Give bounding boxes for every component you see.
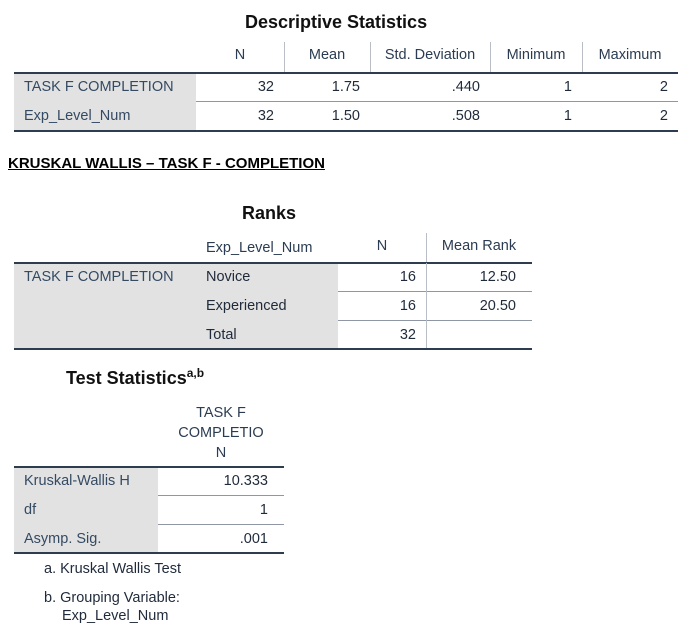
ranks-row-label: TASK F COMPLETION: [14, 263, 196, 349]
ranks-n: 16: [399, 298, 416, 314]
desc-header-min: Minimum: [506, 47, 566, 63]
test-stats-header-line: COMPLETIO: [178, 425, 264, 441]
footnote-b-line: Exp_Level_Num: [62, 608, 169, 624]
footnote-a: a. Kruskal Wallis Test: [44, 561, 181, 577]
test-stats-header-line: TASK F: [196, 405, 246, 421]
ranks-table: [196, 263, 532, 350]
ranks-header-n: N: [376, 238, 388, 254]
table-row: [14, 73, 678, 102]
stat-value: 10.333: [223, 473, 268, 489]
ranks-group: Experienced: [196, 292, 338, 321]
cell-sd: .508: [451, 108, 480, 124]
table-row: [14, 102, 678, 131]
stat-label: df: [14, 496, 158, 525]
test-stats-footnote-marker: a,b: [186, 366, 205, 380]
table-row: [196, 321, 532, 350]
ranks-header-group: Exp_Level_Num: [206, 240, 313, 256]
ranks-header-mean-rank: Mean Rank: [441, 238, 517, 254]
cell-n: 32: [257, 108, 274, 124]
stat-label: Asymp. Sig.: [14, 525, 158, 554]
ranks-n: 16: [399, 269, 416, 285]
ranks-group: Total: [196, 321, 338, 350]
row-label: TASK F COMPLETION: [14, 73, 196, 102]
cell-min: 1: [563, 79, 572, 95]
test-stats-header: [158, 403, 284, 463]
cell-mean: 1.75: [331, 79, 360, 95]
test-stats-header-line: N: [215, 445, 227, 461]
cell-mean: 1.50: [331, 108, 360, 124]
table-row: [196, 263, 532, 292]
desc-header-max: Maximum: [598, 47, 662, 63]
ranks-group: Novice: [196, 263, 338, 292]
descriptive-title: Descriptive Statistics: [245, 12, 428, 32]
stat-value: .001: [239, 531, 268, 547]
ranks-mean-rank: 20.50: [479, 298, 516, 314]
ranks-mean-rank: [426, 321, 532, 350]
table-row: [196, 292, 532, 321]
ranks-title: Ranks: [242, 203, 297, 223]
test-stats-title: [66, 366, 204, 389]
cell-sd: .440: [451, 79, 480, 95]
ranks-n: 32: [399, 327, 416, 343]
descriptive-table: [14, 73, 678, 131]
cell-n: 32: [257, 79, 274, 95]
section-heading: KRUSKAL WALLIS – TASK F - COMPLETION: [8, 155, 325, 172]
cell-max: 2: [659, 108, 668, 124]
test-stats-title-text: Test Statistics: [66, 368, 187, 388]
footnote-b-line: b. Grouping Variable:: [44, 590, 180, 606]
desc-header-sd: Std. Deviation: [384, 47, 476, 63]
stat-label: Kruskal-Wallis H: [14, 467, 158, 496]
stat-value: 1: [259, 502, 268, 518]
cell-max: 2: [659, 79, 668, 95]
desc-header-n: N: [234, 47, 246, 63]
table-row: [14, 467, 284, 496]
table-row: [14, 525, 284, 554]
test-stats-table: [14, 467, 284, 554]
footnote-b: [44, 589, 180, 625]
desc-header-mean: Mean: [308, 47, 346, 63]
cell-min: 1: [563, 108, 572, 124]
table-row: [14, 496, 284, 525]
ranks-mean-rank: 12.50: [479, 269, 516, 285]
row-label: Exp_Level_Num: [14, 102, 196, 131]
